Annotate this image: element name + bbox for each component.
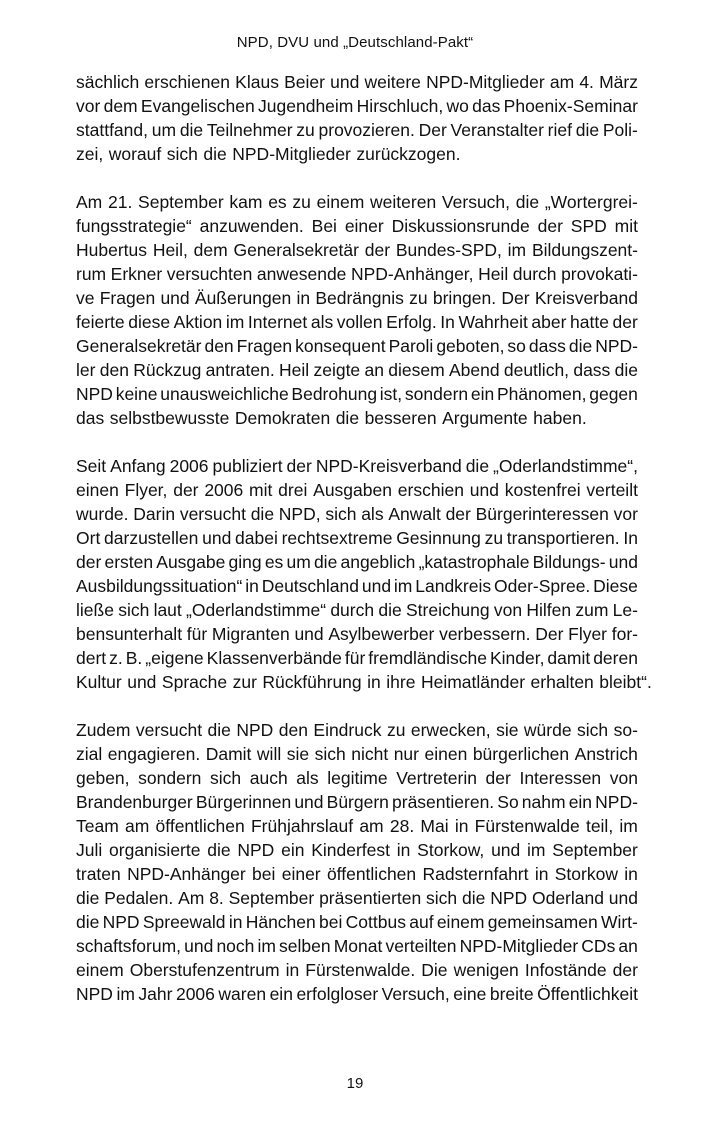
paragraph [76, 190, 638, 430]
text-line: NPD keine unausweichliche Bedrohung ist, sondern ein Phänomen, gegen [76, 384, 638, 404]
text-line: einem Oberstufenzentrum in Fürstenwalde. Die wenigen Infostände der [76, 960, 638, 980]
text-line: stattfand, um die Teilnehmer zu provozieren. Der Veranstalter rief die Poli- [76, 120, 638, 140]
text-line: ließe sich laut „Oderlandstimme“ durch die Streichung von Hilfen zum Le- [76, 600, 638, 620]
text-line: dert z. B. „eigene Klassenverbände für fremdländische Kinder, damit deren [76, 648, 638, 668]
text-line: sächlich erschienen Klaus Beier und weitere NPD-Mitglieder am 4. März [76, 72, 638, 92]
text-line: Brandenburger Bürgerinnen und Bürgern präsentieren. So nahm ein NPD- [76, 792, 638, 812]
text-line: traten NPD-Anhänger bei einer öffentlichen Radsternfahrt in Storkow in [76, 864, 638, 884]
text-line: zei, worauf sich die NPD-Mitglieder zurückzogen. [76, 144, 461, 164]
text-line: das selbstbewusste Demokraten die besseren Argumente haben. [76, 408, 587, 428]
text-line: Am 21. September kam es zu einem weiteren Versuch, die „Wortergrei- [76, 192, 638, 212]
text-line: der ersten Ausgabe ging es um die angeblich „katastrophale Bildungs- und [76, 552, 638, 572]
text-line: wurde. Darin versucht die NPD, sich als Anwalt der Bürgerinteressen vor [76, 504, 638, 524]
text-line: rum Erkner versuchten anwesende NPD-Anhänger, Heil durch provokati- [76, 264, 638, 284]
text-line: fungsstrategie“ anzuwenden. Bei einer Diskussionsrunde der SPD mit [76, 216, 638, 236]
text-line: vor dem Evangelischen Jugendheim Hirschluch, wo das Phoenix-Seminar [76, 96, 638, 116]
text-line: Team am öffentlichen Frühjahrslauf am 28. Mai in Fürstenwalde teil, im [76, 816, 638, 836]
text-line: geben, sondern sich auch als legitime Vertreterin der Interessen von [76, 768, 638, 788]
text-line: schaftsforum, und noch im selben Monat verteilten NPD-Mitglieder CDs an [76, 936, 638, 956]
page-number: 19 [346, 1075, 364, 1092]
text-line: bensunterhalt für Migranten und Asylbewerber verbessern. Der Flyer for- [76, 624, 638, 644]
running-header: NPD, DVU und „Deutschland-Pakt“ [236, 34, 474, 51]
text-line: Juli organisierte die NPD ein Kinderfest in Storkow, und im September [76, 840, 638, 860]
paragraph [76, 718, 638, 1006]
text-line: zial engagieren. Damit will sie sich nicht nur einen bürgerlichen Anstrich [76, 744, 638, 764]
text-line: die Pedalen. Am 8. September präsentierten sich die NPD Oderland und [76, 888, 638, 908]
paragraph [76, 70, 638, 166]
text-line: Kultur und Sprache zur Rückführung in ihre Heimatländer erhalten bleibt“. [76, 672, 652, 692]
text-line: NPD im Jahr 2006 waren ein erfolgloser Versuch, eine breite Öffentlichkeit [76, 984, 638, 1004]
text-line: Hubertus Heil, dem Generalsekretär der Bundes-SPD, im Bildungszent- [76, 240, 638, 260]
text-line: ler den Rückzug antraten. Heil zeigte an diesem Abend deutlich, dass die [76, 360, 638, 380]
text-line: die NPD Spreewald in Hänchen bei Cottbus auf einem gemeinsamen Wirt- [76, 912, 638, 932]
text-line: Seit Anfang 2006 publiziert der NPD-Kreisverband die „Oderlandstimme“, [76, 456, 638, 476]
text-line: einen Flyer, der 2006 mit drei Ausgaben erschien und kostenfrei verteilt [76, 480, 638, 500]
text-line: Ausbildungssituation“ in Deutschland und im Landkreis Oder-Spree. Diese [76, 576, 638, 596]
body-text [76, 70, 652, 1030]
text-line: ve Fragen und Äußerungen in Bedrängnis zu bringen. Der Kreisverband [76, 288, 638, 308]
text-line: Ort darzustellen und dabei rechtsextreme Gesinnung zu transportieren. In [76, 528, 638, 548]
text-line: Zudem versucht die NPD den Eindruck zu erwecken, sie würde sich so- [76, 720, 638, 740]
paragraph [76, 454, 652, 694]
text-line: feierte diese Aktion im Internet als vollen Erfolg. In Wahrheit aber hatte der [76, 312, 638, 332]
text-line: Generalsekretär den Fragen konsequent Paroli geboten, so dass die NPD- [76, 336, 638, 356]
